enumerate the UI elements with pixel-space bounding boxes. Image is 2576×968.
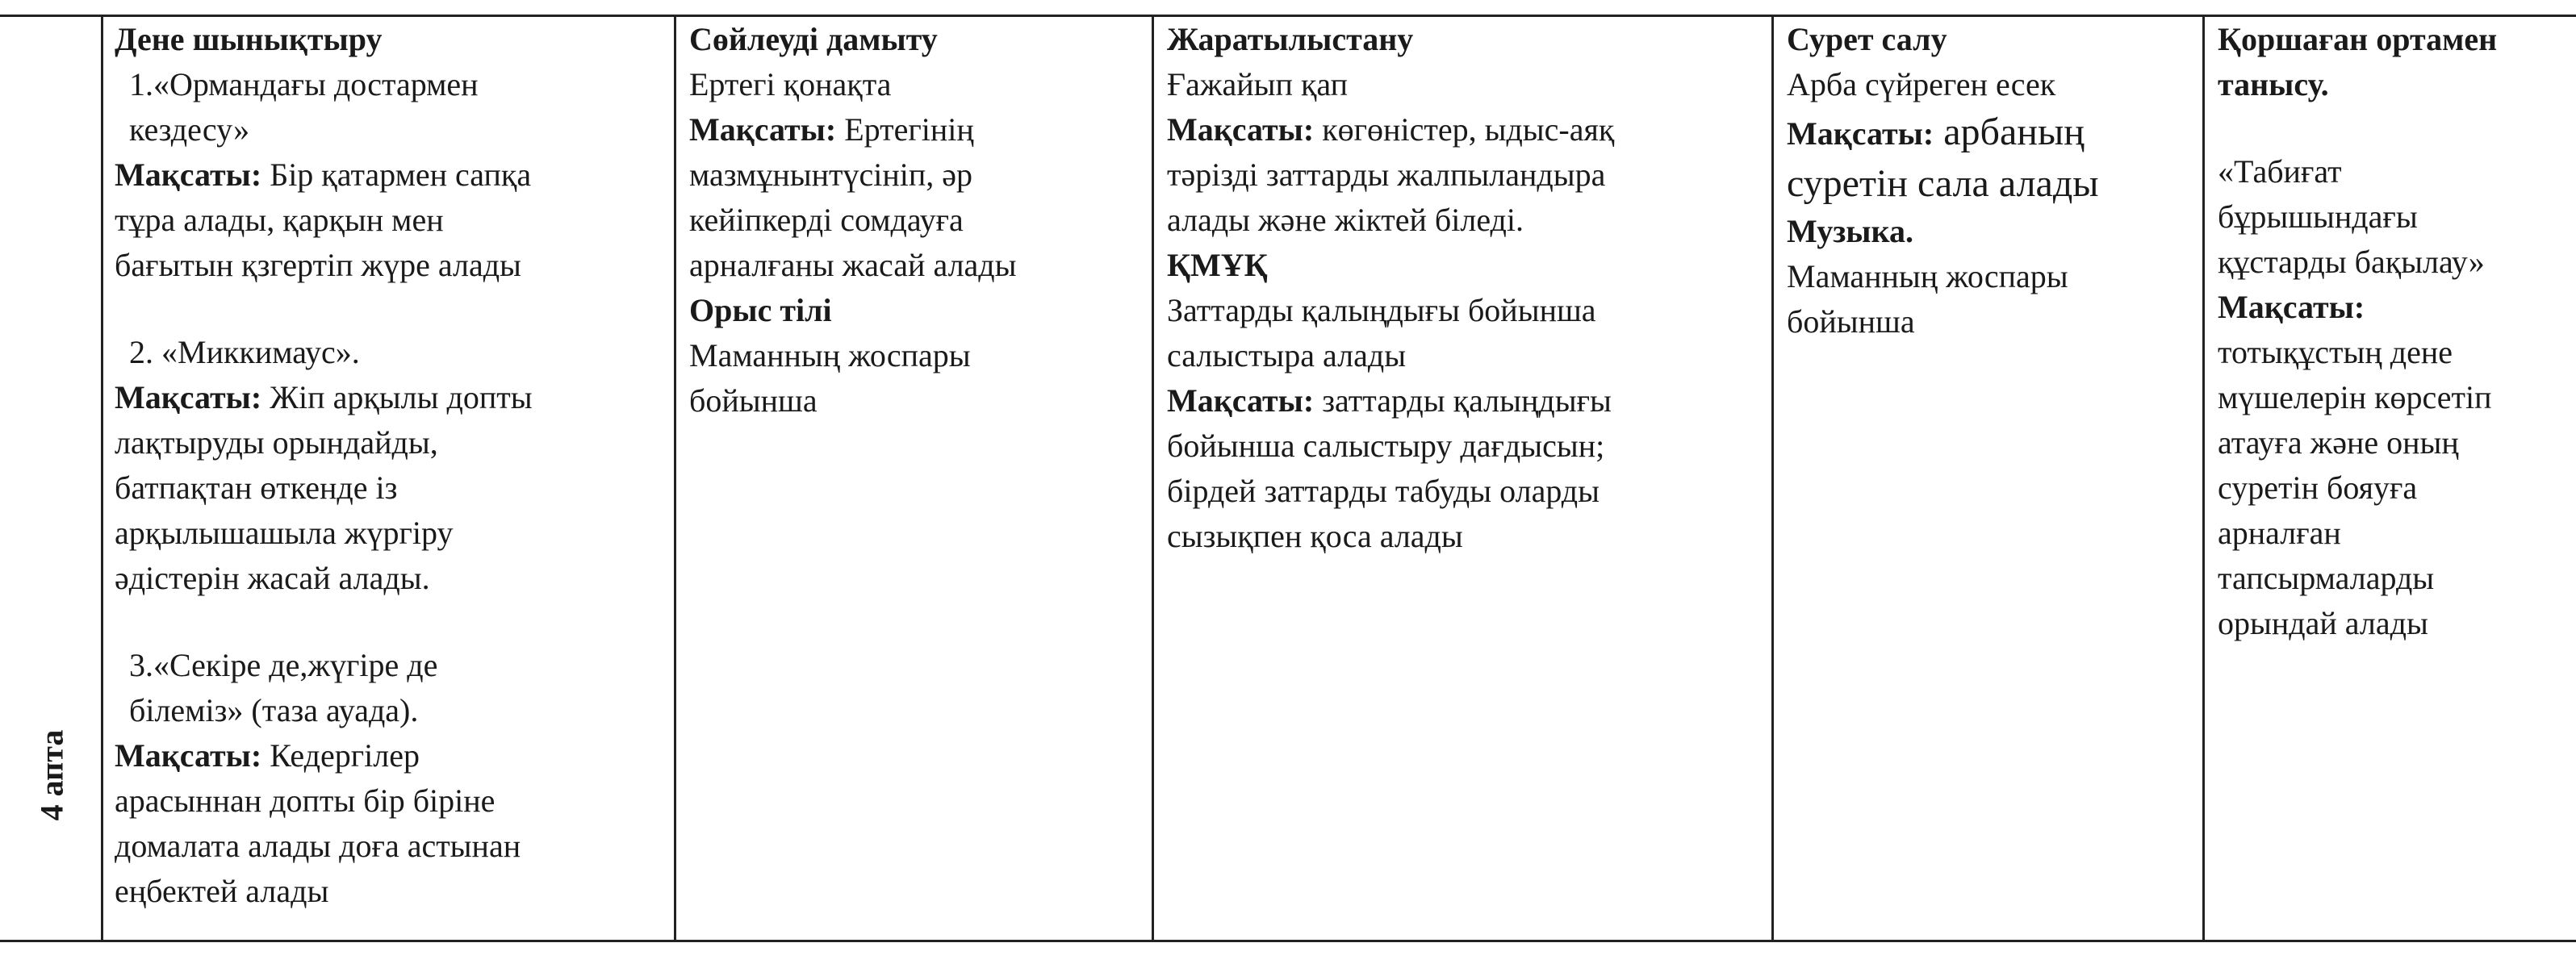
art-topic: Арба сүйреген есек [1787,66,2056,102]
pe-goal3-line1 [115,733,674,778]
kmuk-goal-line4: сызықпен қоса алады [1167,518,1463,554]
pe-column [103,17,676,940]
music-line2: бойынша [1787,303,1915,340]
kmuk-line2: салыстыра алады [1167,337,1407,373]
pe-item3-line2: білеміз» (таза ауада). [129,692,419,728]
russian-title: Орыс тілі [689,292,832,328]
week-label: 4 апта [33,729,69,821]
nature-column [1154,17,1774,940]
speech-goal-label: Мақсаты: [689,111,837,148]
pe-title: Дене шынықтыру [115,21,383,57]
kmuk-title: ҚМҰҚ [1167,247,1268,283]
speech-column [676,17,1154,940]
week-column [0,17,103,940]
music-title: Музыка. [1787,213,1913,249]
env-goal-label: Мақсаты: [2218,289,2365,325]
env-title-line1: Қоршаған ортамен [2218,21,2498,57]
env-goal-line3: атауға және оның [2218,424,2459,461]
env-topic-line2: бұрышындағы [2218,198,2418,235]
nature-title: Жаратылыстану [1167,21,1414,57]
speech-title: Сөйлеуді дамыту [689,21,938,57]
pe-goal2-line1 [115,375,674,420]
pe-goal2-line5: әдістерін жасай алады. [115,560,430,596]
speech-goal-line1 [689,107,1152,152]
kmuk-goal-label: Мақсаты: [1167,382,1315,419]
pe-goal1-text: Бір қатармен сапқа [270,156,532,193]
pe-goal3-line3: домалата алады доға астынан [115,828,521,864]
kmuk-goal-line2: бойынша салыстыру дағдысын; [1167,428,1605,464]
speech-topic: Ертегі қонақта [689,66,892,102]
pe-goal2-line4: арқылышашыла жүргіру [115,515,454,551]
pe-goal2-line3: батпақтан өткенде із [115,469,398,506]
kmuk-line1: Заттарды қалыңдығы бойынша [1167,292,1596,328]
pe-item2: 2. «Миккимаус». [129,334,360,370]
pe-goal1-line3: бағытын қзгертіп жүре алады [115,247,521,283]
pe-item1-line1: 1.«Ормандағы достармен [129,66,479,102]
week-label-cell [3,727,100,824]
schedule-table [0,15,2576,942]
art-goal-text: арбаның [1943,111,2085,153]
pe-goal2-line2: лақтыруды орындайды, [115,424,438,461]
pe-goal1-line1 [115,152,674,198]
env-goal-line1: тотықұстың дене [2218,334,2453,370]
art-column [1774,17,2205,940]
speech-goal-text: Ертегінің [844,111,974,148]
speech-goal-line3: кейіпкерді сомдауға [689,202,964,238]
env-goal-line4: суретін бояуға [2218,469,2418,506]
art-goal-line2: суретін сала алады [1787,162,2099,205]
speech-goal-line4: арналғаны жасай алады [689,247,1017,283]
pe-goal3-line2: арасыннан допты бір біріне [115,782,496,819]
env-title-line2: танысу. [2218,66,2329,102]
env-goal-line5: арналған [2218,515,2341,551]
env-topic-line3: құстарды бақылау» [2218,244,2485,280]
env-goal-line2: мүшелерін көрсетіп [2218,379,2492,415]
pe-goal3-line4: еңбектей алады [115,873,329,909]
pe-item1-line2: кездесу» [129,111,250,148]
kmuk-goal-line3: бірдей заттарды табуды оларды [1167,473,1600,509]
pe-goal3-text: Кедергілер [270,737,420,774]
nature-goal-text: көгөністер, ыдыс-аяқ [1322,111,1615,148]
art-goal-label: Мақсаты: [1787,115,1934,152]
russian-line2: бойынша [689,382,818,419]
art-goal-line1 [1787,107,2202,159]
env-topic-line1: «Табиғат [2218,153,2342,190]
speech-goal-line2: мазмұнынтүсініп, әр [689,156,973,193]
music-line1: Маманның жоспары [1787,258,2068,294]
nature-topic: Ғажайып қап [1167,66,1349,102]
russian-line1: Маманның жоспары [689,337,971,373]
nature-goal-label: Мақсаты: [1167,111,1315,148]
env-goal-line7: орындай алады [2218,605,2428,641]
kmuk-goal-text: заттарды қалыңдығы [1322,382,1612,419]
pe-goal2-label: Мақсаты: [115,379,262,415]
nature-goal-line3: алады және жіктей біледі. [1167,202,1524,238]
nature-goal-line2: тәрізді заттарды жалпыландыра [1167,156,1606,193]
pe-goal3-label: Мақсаты: [115,737,262,774]
env-column [2205,17,2576,940]
kmuk-goal-line1 [1167,378,1771,424]
env-goal-line6: тапсырмаларды [2218,560,2435,596]
pe-goal2-text: Жіп арқылы допты [270,379,533,415]
pe-item3-line1: 3.«Секіре де,жүгіре де [129,647,438,683]
nature-goal-line1 [1167,107,1771,152]
pe-goal1-line2: тұра алады, қарқын мен [115,202,444,238]
pe-goal1-label: Мақсаты: [115,156,262,193]
art-title: Сурет салу [1787,21,1947,57]
